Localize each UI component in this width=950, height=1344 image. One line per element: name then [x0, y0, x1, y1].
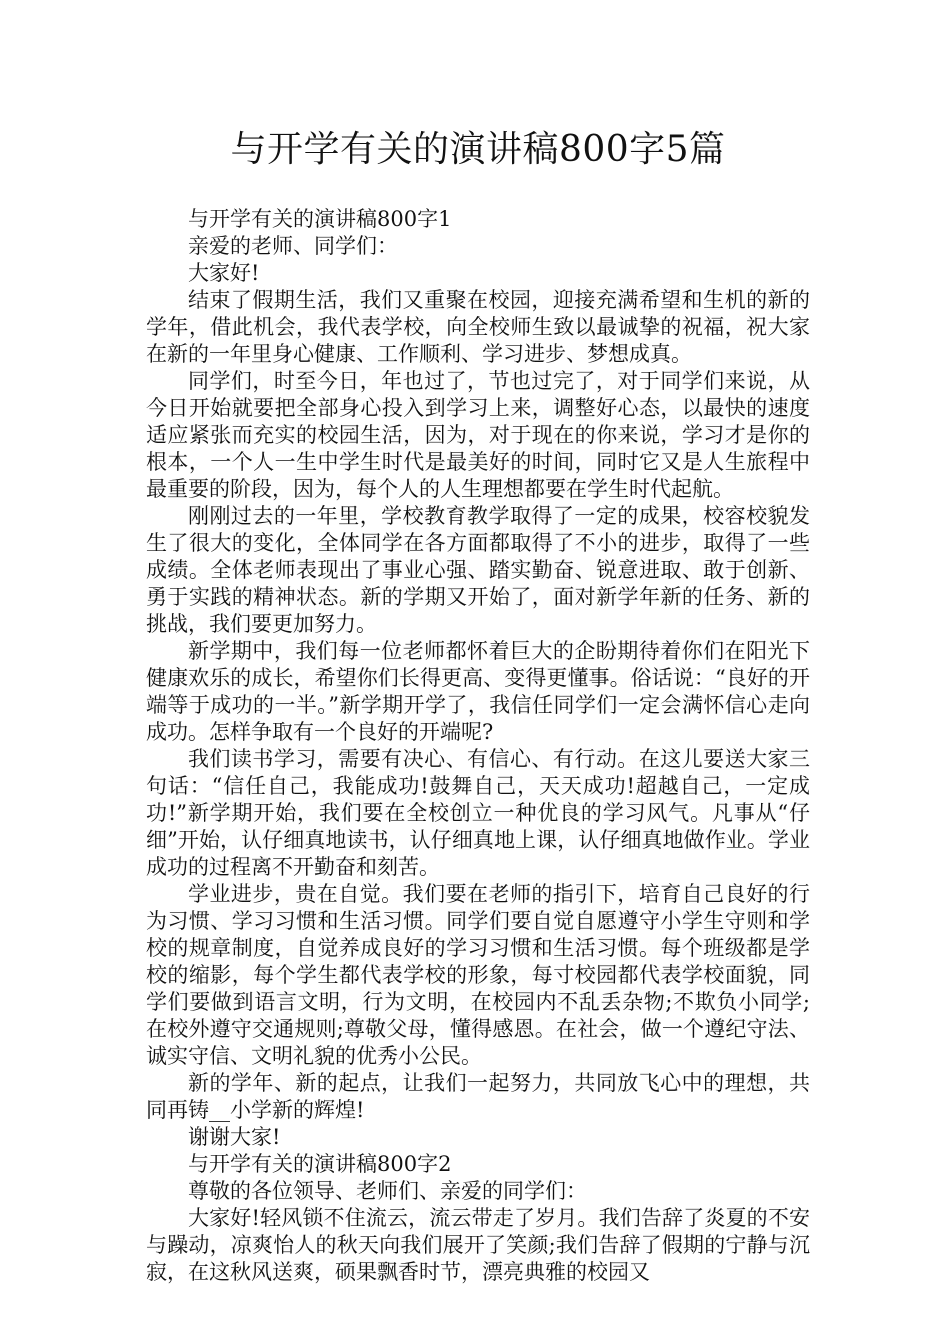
section-heading-1: 与开学有关的演讲稿800字1 [188, 207, 452, 231]
paragraph: 新的学年、新的起点，让我们一起努力，共同放飞心中的理想，共同再铸__小学新的辉煌! [146, 1071, 810, 1122]
document-title: 与开学有关的演讲稿800字5篇 [230, 129, 726, 170]
paragraph: 新学期中，我们每一位老师都怀着巨大的企盼期待着你们在阳光下健康欢乐的成长，希望你们长得更高、变得更懂事。俗话说：“良好的开端等于成功的一半。”新学期开学了，我信任同学们一定会满怀信心走向成功。怎样争取有一个良好的开端呢? [146, 639, 810, 744]
section-heading-2: 与开学有关的演讲稿800字2 [188, 1152, 452, 1176]
paragraph: 学业进步，贵在自觉。我们要在老师的指引下，培育自己良好的行为习惯、学习习惯和生活习惯。同学们要自觉自愿遵守小学生守则和学校的规章制度，自觉养成良好的学习习惯和生活习惯。每个班级都是学校的缩影，每个学生都代表学校的形象，每寸校园都代表学校面貌，同学们要做到语言文明，行为文明，在校园内不乱丢杂物;不欺负小同学;在校外遵守交通规则;尊敬父母，懂得感恩。在社会，做一个遵纪守法、诚实守信、文明礼貌的优秀小公民。 [146, 882, 810, 1068]
closing: 谢谢大家! [188, 1125, 281, 1149]
greeting: 大家好! [188, 261, 260, 285]
salutation: 尊敬的各位领导、老师们、亲爱的同学们： [188, 1179, 587, 1203]
salutation: 亲爱的老师、同学们： [188, 234, 398, 258]
paragraph: 结束了假期生活，我们又重聚在校园，迎接充满希望和生机的新的学年，借此机会，我代表学校，向全校师生致以最诚挚的祝福，祝大家在新的一年里身心健康、工作顺利、学习进步、梦想成真。 [146, 288, 810, 366]
paragraph: 同学们，时至今日，年也过了，节也过完了，对于同学们来说，从今日开始就要把全部身心投入到学习上来，调整好心态，以最快的速度适应紧张而充实的校园生活，因为，对于现在的你来说，学习才是你的根本，一个人一生中学生时代是最美好的时间，同时它又是人生旅程中最重要的阶段，因为，每个人的人生理想都要在学生时代起航。 [146, 369, 810, 501]
paragraph: 我们读书学习，需要有决心、有信心、有行动。在这儿要送大家三句话：“信任自己，我能成功!鼓舞自己，天天成功!超越自己，一定成功!”新学期开始，我们要在全校创立一种优良的学习风气。凡事从“仔细”开始，认仔细真地读书，认仔细真地上课，认仔细真地做作业。学业成功的过程离不开勤奋和刻苦。 [146, 747, 810, 879]
paragraph: 大家好!轻风锁不住流云，流云带走了岁月。我们告辞了炎夏的不安与躁动，凉爽怡人的秋天向我们展开了笑颜;我们告辞了假期的宁静与沉寂，在这秋风送爽，硕果飘香时节，漂亮典雅的校园又 [146, 1206, 810, 1284]
paragraph: 刚刚过去的一年里，学校教育教学取得了一定的成果，校容校貌发生了很大的变化，全体同学在各方面都取得了不小的进步，取得了一些成绩。全体老师表现出了事业心强、踏实勤奋、锐意进取、敢于创新、勇于实践的精神状态。新的学期又开始了，面对新学年新的任务、新的挑战，我们要更加努力。 [146, 504, 810, 636]
document-page [146, 122, 810, 1286]
document-body [146, 206, 810, 1286]
